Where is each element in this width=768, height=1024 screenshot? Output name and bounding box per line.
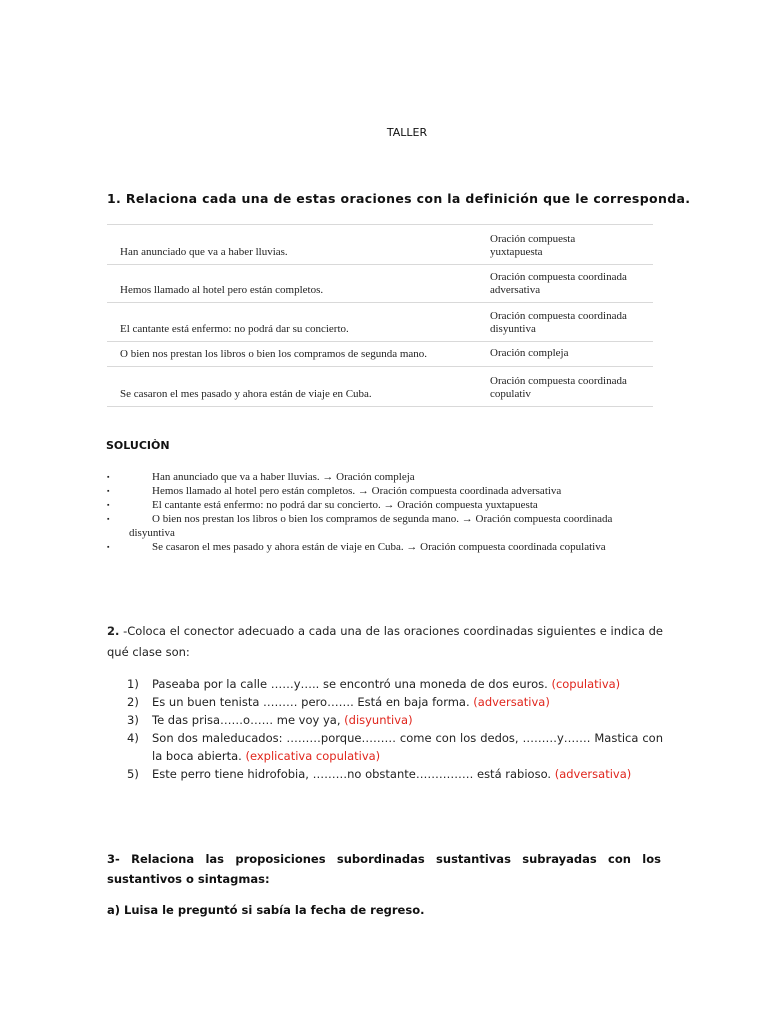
exercise-answer: (disyuntiva) (344, 713, 413, 727)
square-bullet-icon: ▪ (107, 515, 110, 523)
definition-line: Oración compuesta coordinada (490, 271, 627, 283)
list-item (107, 484, 667, 498)
item-number: 1) (127, 677, 139, 691)
square-bullet-icon: ▪ (107, 543, 110, 551)
table-cell-sentence: El cantante está enfermo: no podrá dar su concierto. (107, 303, 483, 342)
table-cell-sentence: Hemos llamado al hotel pero están completos. (107, 265, 483, 303)
table-row (107, 265, 653, 303)
list-item (127, 711, 663, 729)
solution-text: Han anunciado que va a haber lluvias. → Oración compleja (152, 471, 415, 483)
definition-line: yuxtapuesta (490, 246, 543, 258)
table-row (107, 303, 653, 342)
table-cell-sentence: Han anunciado que va a haber lluvias. (107, 225, 483, 265)
list-item (127, 765, 663, 783)
exercise-text (152, 711, 663, 729)
exercise-answer: (copulativa) (551, 677, 621, 691)
definition-line: Oración compleja (490, 347, 569, 359)
section2-heading (107, 621, 663, 663)
table-cell-definition (483, 303, 653, 342)
list-item (107, 540, 667, 554)
definition-line: adversativa (490, 284, 541, 296)
section2-number: 2. (107, 624, 120, 638)
table-cell-definition (483, 225, 653, 265)
exercise-text (152, 729, 663, 765)
relation-table (107, 224, 653, 407)
list-item (127, 693, 663, 711)
page-title: TALLER (386, 126, 428, 139)
table-cell-sentence: O bien nos prestan los libros o bien los compramos de segunda mano. (107, 342, 483, 367)
list-item (107, 498, 667, 512)
definition-line: disyuntiva (490, 323, 536, 335)
square-bullet-icon: ▪ (107, 501, 110, 509)
exercise-sentence: Paseaba por la calle ……y….. se encontró una moneda de dos euros. (152, 677, 552, 691)
list-item (127, 729, 663, 765)
solution-text-continuation: disyuntiva (129, 527, 175, 539)
definition-line: Oración compuesta coordinada (490, 310, 627, 322)
square-bullet-icon: ▪ (107, 473, 110, 481)
exercise-answer: (adversativa) (554, 767, 632, 781)
table-row (107, 342, 653, 367)
solution-text: Se casaron el mes pasado y ahora están de viaje en Cuba. → Oración compuesta coordinada copulativa (152, 541, 606, 553)
solution-text: O bien nos prestan los libros o bien los compramos de segunda mano. → Oración compuesta coordinada (152, 513, 613, 525)
exercise-text (152, 693, 663, 711)
item-number: 4) (127, 731, 139, 745)
solution-list (107, 470, 667, 554)
item-number: 2) (127, 695, 139, 709)
definition-line: Oración compuesta coordinada (490, 375, 627, 387)
definition-line: copulativ (490, 388, 531, 400)
exercise-answer: (explicativa copulativa) (245, 749, 381, 763)
table-cell-definition (483, 342, 653, 367)
exercise-text (152, 675, 663, 693)
list-item (107, 470, 667, 484)
exercise-answer: (adversativa) (473, 695, 550, 709)
table-row (107, 367, 653, 407)
definition-line: Oración compuesta (490, 233, 576, 245)
section2-heading-text: -Coloca el conector adecuado a cada una de las oraciones coordinadas siguientes e indica de qué clase son: (107, 624, 663, 659)
table-row (107, 225, 653, 265)
solution-title: SOLUCIÒN (106, 439, 170, 452)
exercise-list (127, 675, 663, 783)
item-number: 3) (127, 713, 139, 727)
item-number: 5) (127, 767, 139, 781)
exercise-sentence: Es un buen tenista ……… pero……. Está en baja forma. (152, 695, 474, 709)
square-bullet-icon: ▪ (107, 487, 110, 495)
exercise-sentence: Este perro tiene hidrofobia, ………no obstante…………… está rabioso. (152, 767, 555, 781)
list-item (127, 675, 663, 693)
table-cell-definition (483, 265, 653, 303)
section1-heading: 1. Relaciona cada una de estas oraciones con la definición que le corresponda. (107, 191, 691, 206)
exercise-sentence: Son dos maleducados: ………porque……… come con los dedos, ………y……. Mastica con la boca abierta. (152, 731, 663, 763)
list-item (107, 512, 667, 540)
table-cell-sentence: Se casaron el mes pasado y ahora están de viaje en Cuba. (107, 367, 483, 407)
exercise-sentence: Te das prisa……o…… me voy ya, (152, 713, 345, 727)
solution-text: El cantante está enfermo: no podrá dar su concierto. → Oración compuesta yuxtapuesta (152, 499, 538, 511)
solution-text: Hemos llamado al hotel pero están completos. → Oración compuesta coordinada adversativa (152, 485, 562, 497)
table-cell-definition (483, 367, 653, 407)
section3-item-a: a) Luisa le preguntó si sabía la fecha de regreso. (107, 903, 425, 917)
exercise-text (152, 765, 663, 783)
section3-heading: 3- Relaciona las proposiciones subordinadas sustantivas subrayadas con los sustantivos o sintagmas: (107, 852, 661, 886)
